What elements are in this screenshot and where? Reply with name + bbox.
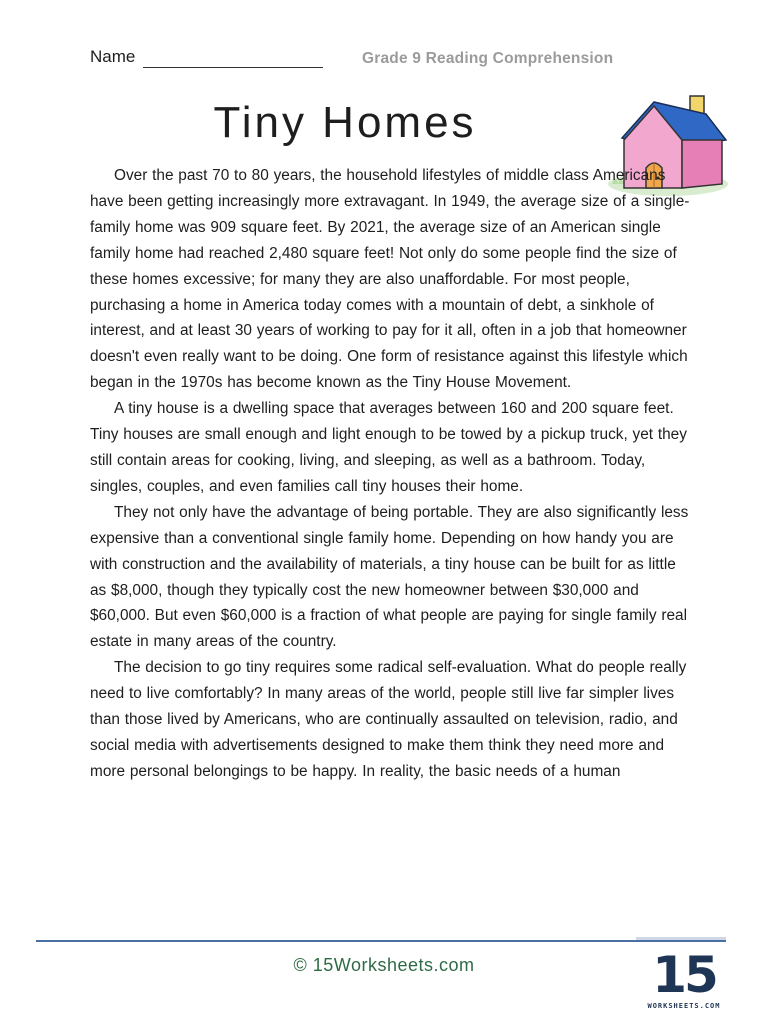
name-blank-line[interactable]	[143, 47, 323, 68]
paragraph: A tiny house is a dwelling space that averages between 160 and 200 square feet. Tiny houses are small enough and light enough to be towed by a pickup truck, yet they still contain areas for cooking, living, and sleeping, as well as a bathroom. Today, singles, couples, and even families call tiny houses their home.	[90, 400, 687, 495]
paragraph: The decision to go tiny requires some radical self-evaluation. What do people really need to live comfortably? In many areas of the world, people still live far simpler lives than those lived by Americans, who are continually assaulted on television, radio, and social media with advertisements designed to make them think they need more and more personal belongings to be happy. In reality, the basic needs of a human	[90, 659, 687, 780]
reading-passage	[90, 163, 690, 785]
paragraph: Over the past 70 to 80 years, the household lifestyles of middle class Americans have been getting increasingly more extravagant. In 1949, the average size of a single-family home was 909 square feet. By 2021, the average size of an American single family home had reached 2,480 square feet! Not only do some people find the size of these homes excessive; for many they are also unaffordable. For most people, purchasing a home in America today comes with a mountain of debt, a sinkhole of interest, and at least 30 years of working to pay for it all, often in a job that homeowner doesn't even really want to be doing. One form of resistance against this lifestyle which began in the 1970s has become known as the Tiny House Movement.	[90, 167, 690, 392]
logo-number: 15	[652, 946, 716, 1004]
footer-divider-accent	[636, 937, 726, 940]
name-label: Name	[90, 47, 136, 66]
paragraph: They not only have the advantage of being portable. They are also significantly less expensive than a conventional single family home. Depending on how handy you are with construction and the availability of materials, a tiny house can be built for as little as $8,000, though they typically cost the new homeowner between $30,000 and $60,000. But even $60,000 is a fraction of what people are paying for single family real estate in many areas of the country.	[90, 503, 689, 651]
site-logo[interactable]	[646, 948, 722, 1016]
footer-divider	[36, 940, 726, 942]
logo-text: WORKSHEETS.COM	[647, 1002, 721, 1010]
page-title: Tiny Homes	[213, 98, 477, 147]
footer-copyright: © 15Worksheets.com	[293, 955, 475, 975]
name-field	[90, 47, 323, 68]
grade-label: Grade 9 Reading Comprehension	[362, 50, 614, 67]
